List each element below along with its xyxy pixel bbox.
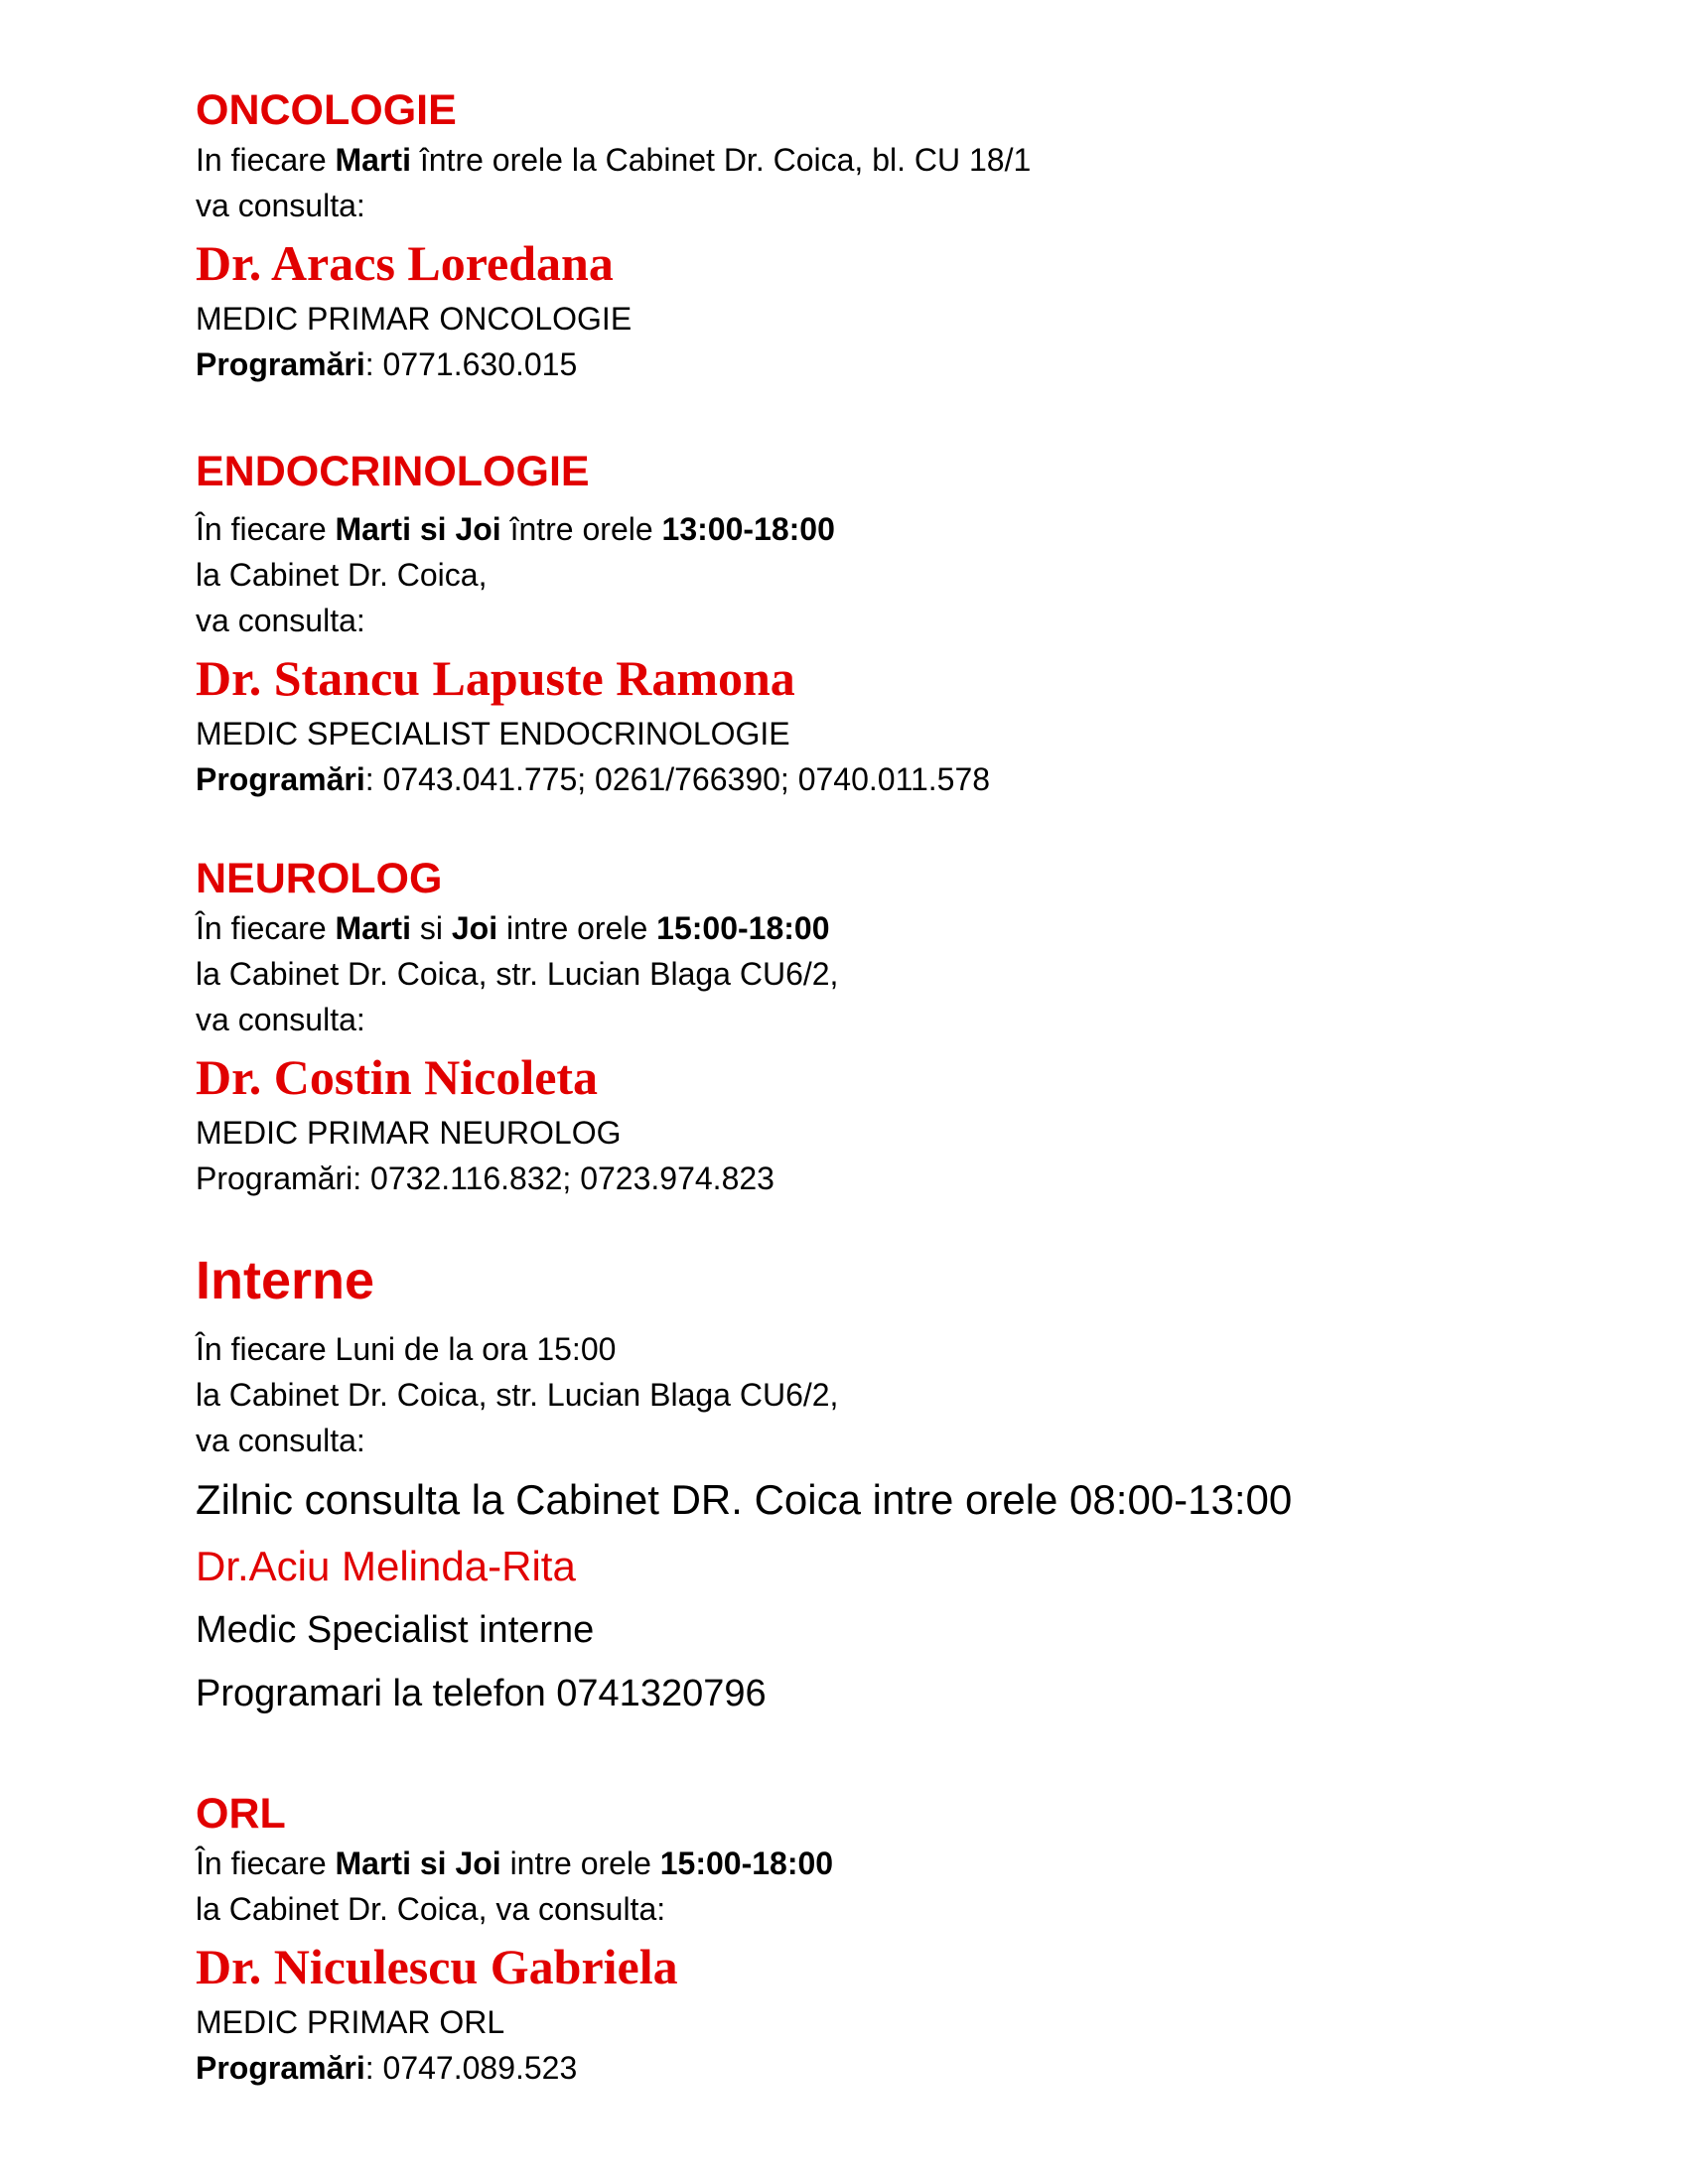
schedule-day: Joi bbox=[451, 910, 498, 946]
schedule-text: intre orele bbox=[497, 910, 657, 946]
consult-line: va consulta: bbox=[196, 603, 365, 638]
appointments-label: Programări bbox=[196, 2050, 365, 2086]
appointments-line: Programări: 0732.116.832; 0723.974.823 bbox=[196, 1160, 774, 1196]
appointments-label: Programări bbox=[196, 761, 365, 797]
daily-schedule: Zilnic consulta la Cabinet DR. Coica intre orele 08:00-13:00 bbox=[196, 1476, 1293, 1523]
doctor-title: MEDIC PRIMAR NEUROLOG bbox=[196, 1115, 622, 1151]
schedule-line bbox=[196, 1841, 1486, 1886]
schedule-text: În fiecare bbox=[196, 1845, 336, 1881]
appointments-phone: : 0747.089.523 bbox=[364, 2050, 578, 2086]
section-endocrinologie bbox=[196, 445, 1486, 802]
schedule-text: În fiecare bbox=[196, 910, 336, 946]
appointments-line bbox=[196, 2045, 1486, 2091]
document-page bbox=[196, 83, 1486, 2091]
appointments-line: Programari la telefon 0741320796 bbox=[196, 1673, 767, 1714]
appointments-line bbox=[196, 756, 1486, 802]
section-oncologie bbox=[196, 83, 1486, 387]
doctor-name: Dr. Aracs Loredana bbox=[196, 235, 614, 291]
appointments-phone: : 0771.630.015 bbox=[364, 346, 578, 382]
section-orl bbox=[196, 1787, 1486, 2091]
section-title: NEUROLOG bbox=[196, 855, 443, 902]
section-interne bbox=[196, 1247, 1486, 1725]
schedule-line: În fiecare Luni de la ora 15:00 bbox=[196, 1331, 617, 1367]
schedule-hours: 13:00-18:00 bbox=[661, 511, 835, 547]
consult-line: va consulta: bbox=[196, 1423, 365, 1458]
doctor-title: MEDIC PRIMAR ONCOLOGIE bbox=[196, 301, 633, 337]
section-title: ONCOLOGIE bbox=[196, 86, 457, 134]
doctor-name: Dr. Costin Nicoleta bbox=[196, 1049, 599, 1105]
consult-line: va consulta: bbox=[196, 1002, 365, 1037]
schedule-text: între orele bbox=[500, 511, 662, 547]
schedule-line bbox=[196, 905, 1486, 951]
location-line: la Cabinet Dr. Coica, str. Lucian Blaga CU6/2, bbox=[196, 956, 839, 992]
schedule-line bbox=[196, 506, 1486, 552]
schedule-text: între orele la Cabinet Dr. Coica, bl. CU 18/1 bbox=[410, 142, 1032, 178]
schedule-text: si bbox=[410, 910, 452, 946]
schedule-days: Marti si Joi bbox=[335, 1845, 501, 1881]
doctor-name: Dr.Aciu Melinda-Rita bbox=[196, 1543, 576, 1589]
appointments-label: Programări bbox=[196, 346, 365, 382]
section-title: Interne bbox=[196, 1251, 375, 1310]
schedule-text: În fiecare bbox=[196, 511, 336, 547]
section-title: ENDOCRINOLOGIE bbox=[196, 448, 590, 495]
doctor-name: Dr. Stancu Lapuste Ramona bbox=[196, 650, 795, 706]
schedule-hours: 15:00-18:00 bbox=[659, 1845, 834, 1881]
appointments-line bbox=[196, 341, 1486, 387]
doctor-title: MEDIC SPECIALIST ENDOCRINOLOGIE bbox=[196, 716, 790, 751]
schedule-text: intre orele bbox=[500, 1845, 660, 1881]
section-title: ORL bbox=[196, 1790, 286, 1838]
appointments-phone: : 0743.041.775; 0261/766390; 0740.011.578 bbox=[364, 761, 991, 797]
consult-line: va consulta: bbox=[196, 188, 365, 223]
schedule-text: In fiecare bbox=[196, 142, 336, 178]
section-neurolog bbox=[196, 852, 1486, 1201]
doctor-title: MEDIC PRIMAR ORL bbox=[196, 2004, 505, 2040]
schedule-day: Marti bbox=[335, 910, 411, 946]
doctor-title: Medic Specialist interne bbox=[196, 1609, 595, 1651]
schedule-days: Marti si Joi bbox=[335, 511, 501, 547]
schedule-days: Marti bbox=[335, 142, 411, 178]
schedule-hours: 15:00-18:00 bbox=[656, 910, 830, 946]
schedule-line bbox=[196, 137, 1486, 183]
location-line: la Cabinet Dr. Coica, str. Lucian Blaga CU6/2, bbox=[196, 1377, 839, 1413]
location-line: la Cabinet Dr. Coica, va consulta: bbox=[196, 1891, 666, 1927]
location-line: la Cabinet Dr. Coica, bbox=[196, 557, 488, 593]
doctor-name: Dr. Niculescu Gabriela bbox=[196, 1939, 678, 1994]
